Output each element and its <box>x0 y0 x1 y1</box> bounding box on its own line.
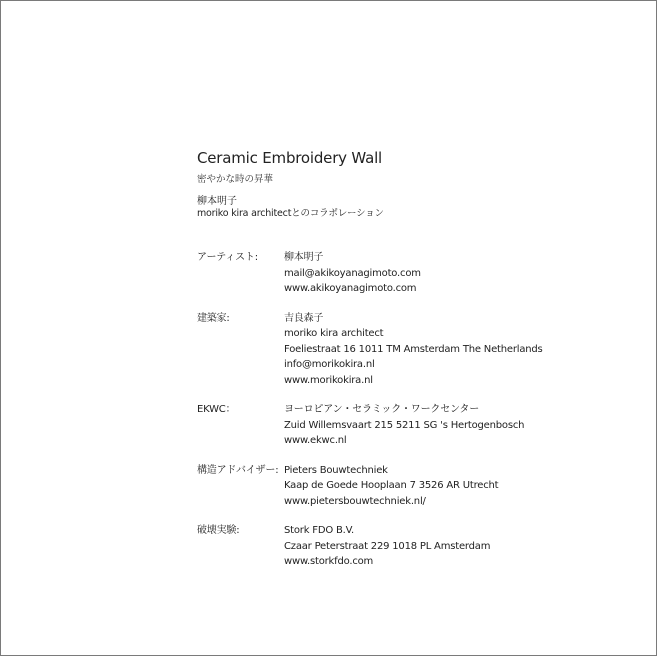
credit-email-link[interactable]: mail@akikoyanagimoto.com <box>284 267 421 279</box>
credit-row-ekwc <box>197 402 617 449</box>
author-block <box>197 195 617 220</box>
credit-website-link[interactable]: www.storkfdo.com <box>284 556 374 567</box>
credits-list <box>197 250 617 570</box>
credit-label: 建築家: <box>197 312 230 324</box>
credit-line: Stork FDO B.V. <box>284 525 354 536</box>
credit-website-link[interactable]: www.akikoyanagimoto.com <box>284 283 417 294</box>
author-collaboration: moriko kira architectとのコラボレーション <box>197 208 384 219</box>
credit-website-link[interactable]: www.ekwc.nl <box>284 435 347 446</box>
credit-address: Kaap de Goede Hooplaan 7 3526 AR Utrecht <box>284 480 499 491</box>
credit-line: moriko kira architect <box>284 328 384 339</box>
credit-website-link[interactable]: www.pietersbouwtechniek.nl/ <box>284 495 426 507</box>
credit-line: 柳本明子 <box>284 252 324 263</box>
credit-lines <box>284 250 421 297</box>
credit-lines <box>284 311 543 389</box>
credit-row-structural-advisor <box>197 463 617 510</box>
page-subtitle: 密やかな時の昇華 <box>197 174 274 185</box>
credit-address: Czaar Peterstraat 229 1018 PL Amsterdam <box>284 540 491 552</box>
credit-label: 破壊実験: <box>197 525 240 536</box>
page-title: Ceramic Embroidery Wall <box>197 149 383 167</box>
credit-label: 構造アドバイザー: <box>197 464 279 476</box>
credit-label: EKWC： <box>197 404 236 415</box>
credit-lines <box>284 523 490 570</box>
credit-address: Zuid Willemsvaart 215 5211 SG 's Hertogenbosch <box>284 419 525 431</box>
credit-line: 吉良森子 <box>284 312 324 324</box>
credit-email-link[interactable]: info@morikokira.nl <box>284 359 375 370</box>
author-name: 柳本明子 <box>197 196 237 207</box>
credit-lines <box>284 402 524 449</box>
credit-lines <box>284 463 498 510</box>
credit-line: Pieters Bouwtechniek <box>284 464 388 476</box>
credit-website-link[interactable]: www.morikokira.nl <box>284 374 373 386</box>
document-content <box>197 148 617 584</box>
credit-line: ヨーロピアン・セラミック・ワークセンター <box>284 404 479 415</box>
credit-row-artist <box>197 250 617 297</box>
credit-label: アーティスト: <box>197 252 258 263</box>
credit-row-architect <box>197 311 617 389</box>
credit-row-destructive-test <box>197 523 617 570</box>
credit-address: Foeliestraat 16 1011 TM Amsterdam The Netherlands <box>284 343 543 355</box>
